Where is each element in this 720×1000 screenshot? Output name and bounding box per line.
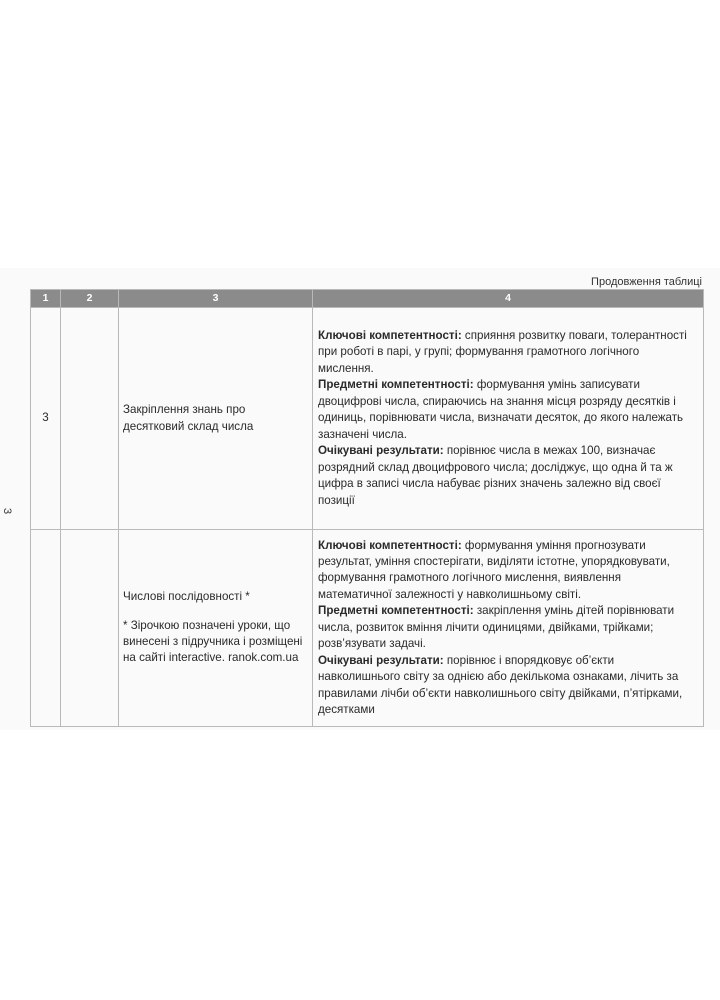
table-row xyxy=(31,308,704,530)
col2-cell xyxy=(61,530,119,727)
header-col-2: 2 xyxy=(61,290,119,308)
key-competencies-label: Ключові компетентності: xyxy=(318,329,462,342)
header-col-3: 3 xyxy=(119,290,313,308)
lesson-description xyxy=(313,530,704,727)
key-competencies-text: формування уміння прогнозувати результат, уміння спостерігати, виділяти істотне, упорядковувати, формування грамотного логічного мислення, виявлення математичної залежності у навколишньому світі. xyxy=(318,538,670,601)
expected-results-label: Очікувані результати: xyxy=(318,653,444,667)
lesson-topic-text: Числові послідовності * xyxy=(123,590,250,604)
lesson-topic-note: * Зірочкою позначені уроки, що винесені з підручника і розміщені на сайті interactive. ranok.com.ua xyxy=(123,618,303,665)
subject-competencies-text: закріплення умінь дітей порівнювати числа, розвиток вміння лічити одиницями, двійками, трійками; розв’язувати задачі. xyxy=(318,604,675,651)
lesson-number xyxy=(31,530,61,727)
expected-results-label: Очікувані результати: xyxy=(318,444,444,458)
page-number: 3 xyxy=(1,507,14,515)
expected-results-text: порівнює і впорядковує об’єкти навколишнього світу за однією або декількома ознаками, лічить за правилами лічби об’єкти навколишнього світу двійками, п’ятірками, десятками xyxy=(318,653,683,717)
subject-competencies-label: Предметні компетентності: xyxy=(318,378,474,392)
table-continuation-caption: Продовження таблиці xyxy=(591,276,702,288)
lesson-plan-table xyxy=(30,289,704,727)
header-col-1: 1 xyxy=(31,290,61,308)
header-col-4: 4 xyxy=(313,290,704,308)
table-header-row xyxy=(31,290,704,308)
lesson-description xyxy=(313,308,704,530)
lesson-number: 3 xyxy=(31,308,61,530)
table-row xyxy=(31,530,704,727)
key-competencies-text: сприяння розвитку поваги, толерантності при роботі в парі, у групі; формування грамотного логічного мислення. xyxy=(318,329,687,375)
key-competencies-label: Ключові компетентності: xyxy=(318,538,462,552)
col2-cell xyxy=(61,308,119,530)
subject-competencies-text: формування умінь записувати двоцифрові числа, спираючись на знання місця розряду десятків і одиниць, порівнювати числа, визначати десяток, до якого належать зазначені числа. xyxy=(318,378,684,441)
subject-competencies-label: Предметні компетентності: xyxy=(318,604,474,618)
lesson-topic xyxy=(119,308,313,530)
lesson-topic-text: Закріплення знань про десятковий склад числа xyxy=(123,403,254,433)
expected-results-text: порівнює числа в межах 100, визначає розрядний склад двоцифрового числа; досліджує, що одна й та ж цифра в записі числа набуває різних значень залежно від своєї позиції xyxy=(318,444,673,507)
lesson-topic xyxy=(119,530,313,727)
